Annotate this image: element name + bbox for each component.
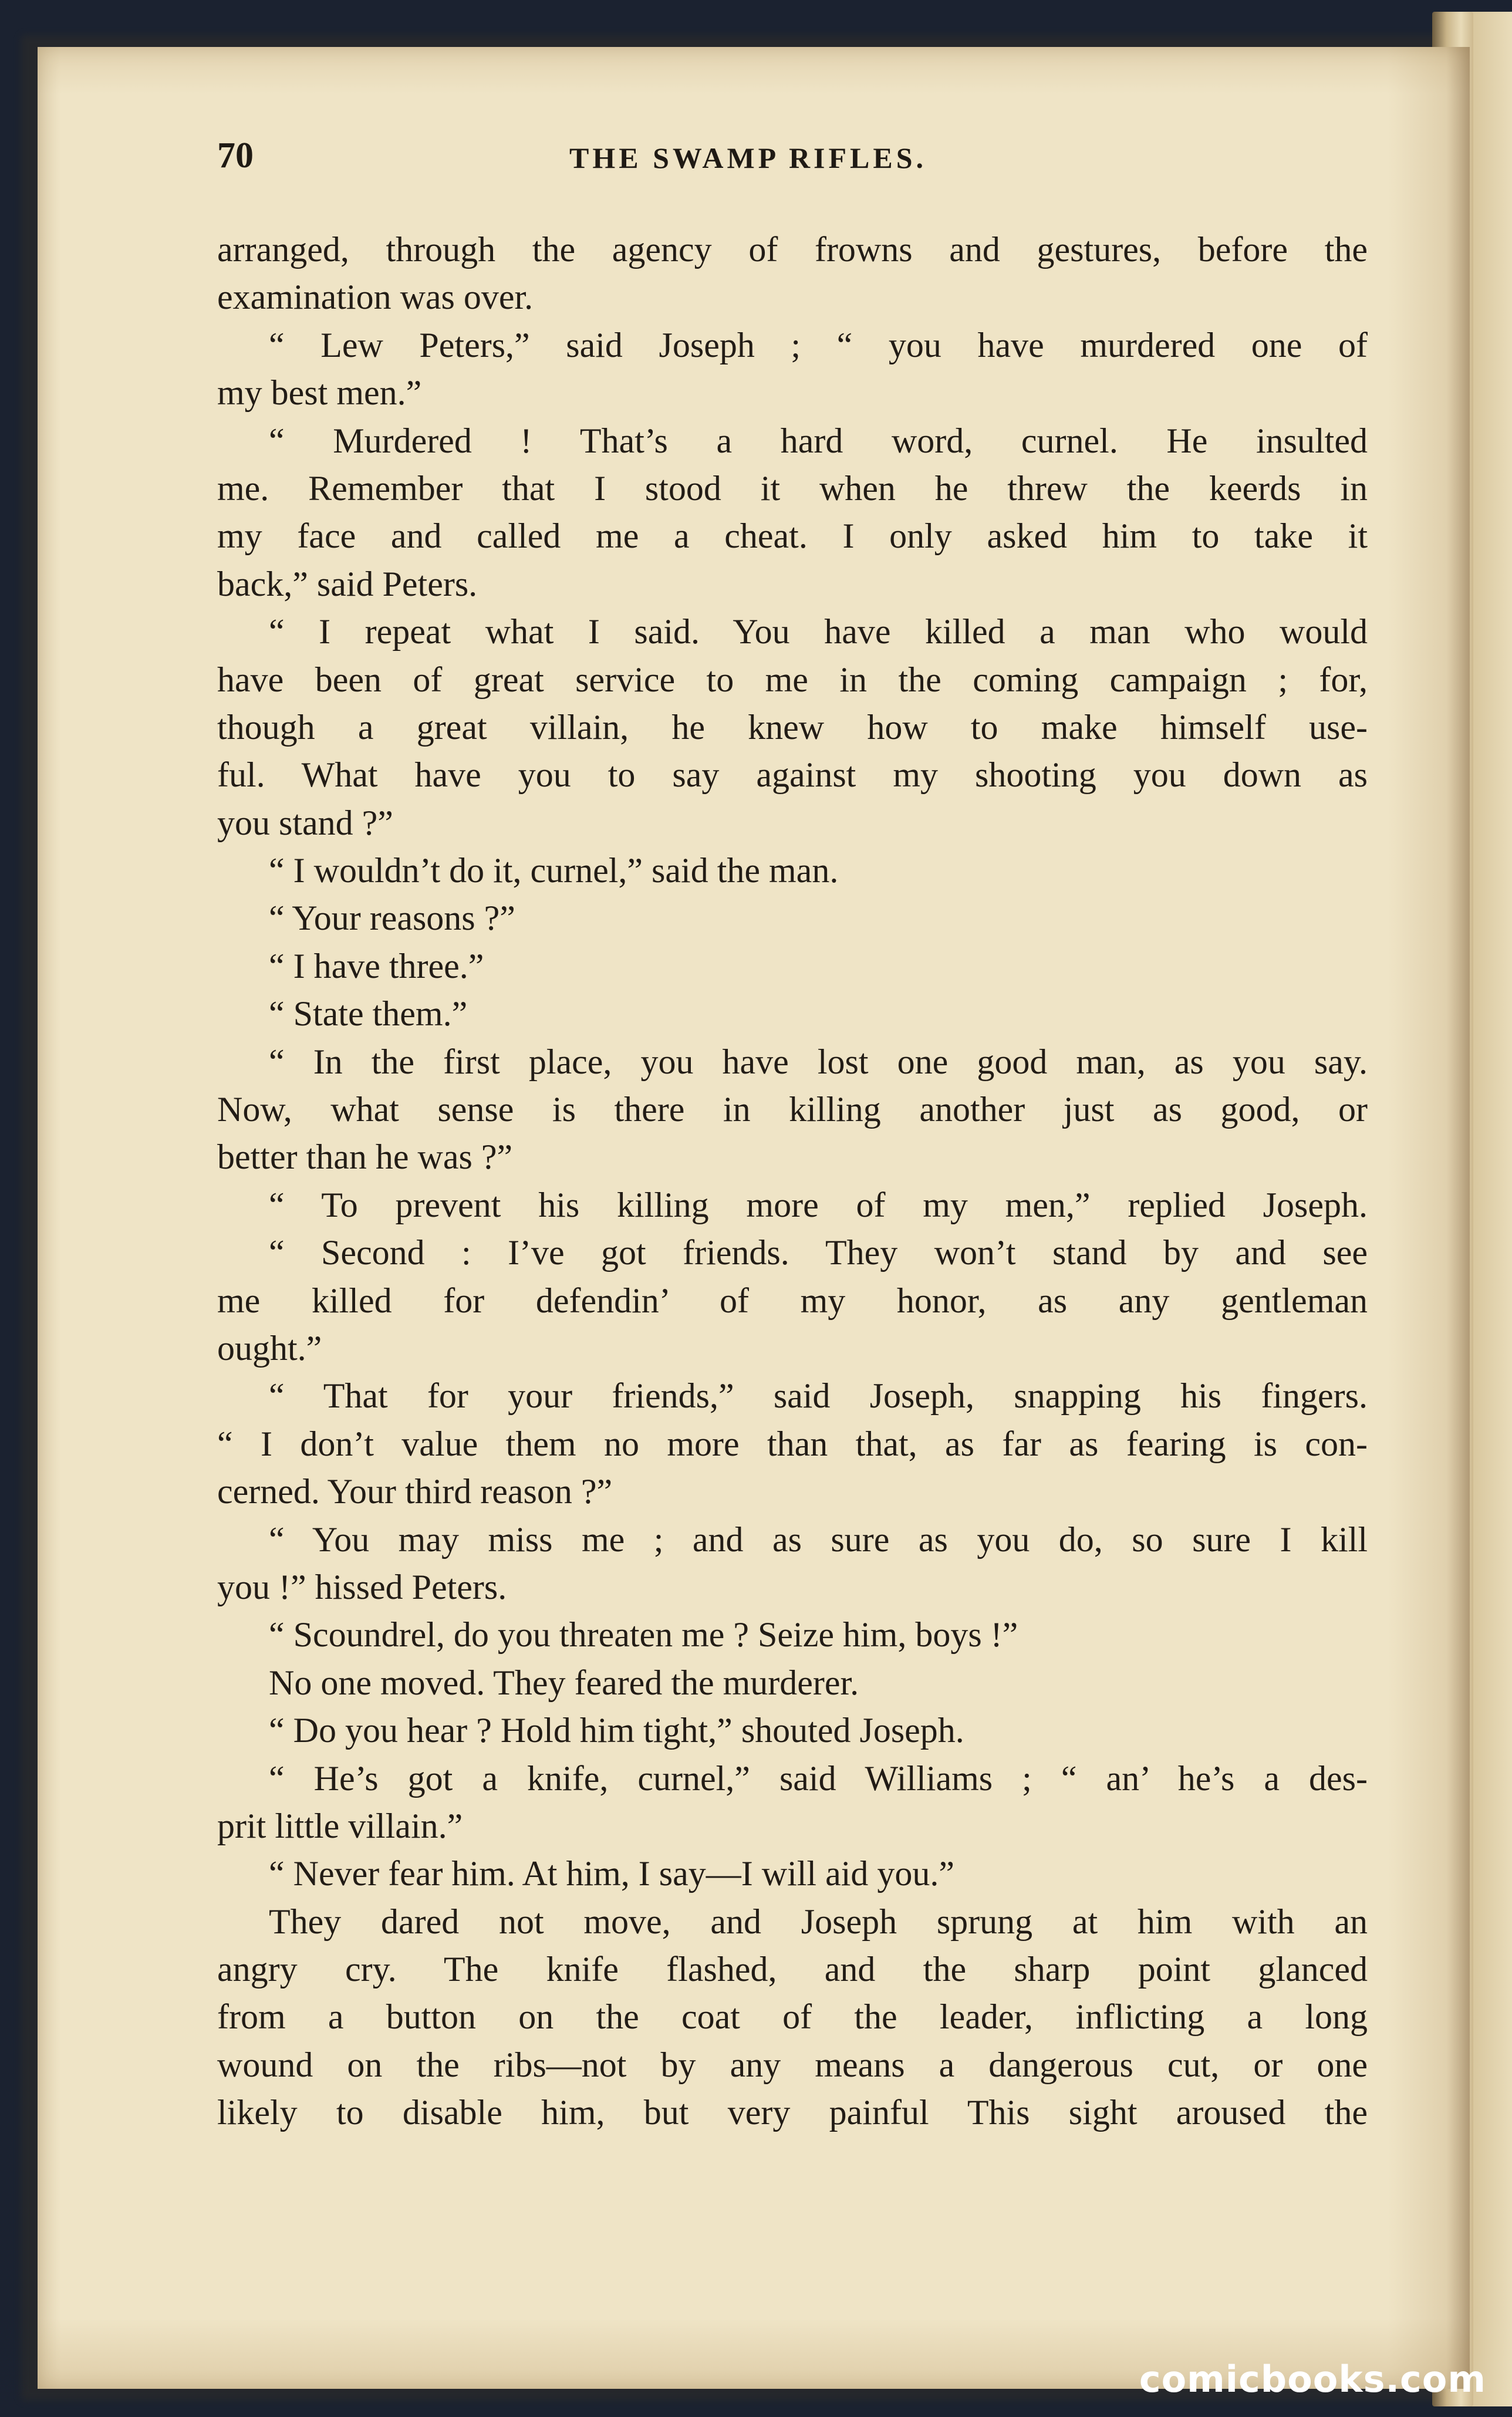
text-line: examination was over. bbox=[217, 278, 534, 317]
text-line: back,” said Peters. bbox=[217, 564, 478, 603]
text-line: “ I have three.” bbox=[269, 946, 484, 985]
text-line: ought.” bbox=[217, 1328, 322, 1368]
text-line: you !” hissed Peters. bbox=[217, 1567, 507, 1606]
text-line: wound on the ribs—not by any means a dangerous cut, or one bbox=[217, 2045, 1368, 2084]
text-line: “ Murdered ! That’s a hard word, curnel. He insulted bbox=[269, 421, 1368, 460]
text-line: “ Do you hear ? Hold him tight,” shouted Joseph. bbox=[269, 1711, 964, 1750]
text-line: me killed for defendin’ of my honor, as any gentleman bbox=[217, 1281, 1368, 1320]
text-line: Now, what sense is there in killing another just as good, or bbox=[217, 1090, 1368, 1129]
watermark: comicbooks.com bbox=[1139, 2358, 1486, 2401]
text-line: arranged, through the agency of frowns and gestures, before the bbox=[217, 230, 1368, 269]
text-line: “ Your reasons ?” bbox=[269, 899, 515, 938]
text-line: ful. What have you to say against my shooting you down as bbox=[217, 755, 1368, 795]
text-line: “ I repeat what I said. You have killed a man who would bbox=[269, 612, 1368, 651]
adjacent-page-edge bbox=[1467, 12, 1512, 2406]
text-line: No one moved. They feared the murderer. bbox=[269, 1663, 859, 1702]
text-line: have been of great service to me in the coming campaign ; for, bbox=[217, 660, 1368, 699]
text-line: “ That for your friends,” said Joseph, snapping his fingers. bbox=[269, 1376, 1368, 1416]
text-line: “ You may miss me ; and as sure as you do, so sure I kill bbox=[269, 1520, 1368, 1559]
text-line: my face and called me a cheat. I only asked him to take it bbox=[217, 517, 1368, 556]
text-line: my best men.” bbox=[217, 373, 422, 413]
text-line: prit little villain.” bbox=[217, 1806, 463, 1845]
text-line: “ To prevent his killing more of my men,” replied Joseph. bbox=[269, 1185, 1368, 1224]
text-line: cerned. Your third reason ?” bbox=[217, 1472, 613, 1511]
page-header bbox=[217, 135, 1391, 194]
text-line: likely to disable him, but very painful This sight aroused the bbox=[217, 2093, 1368, 2132]
text-line: better than he was ?” bbox=[217, 1137, 513, 1177]
text-line: “ Second : I’ve got friends. They won’t stand by and see bbox=[269, 1233, 1368, 1272]
text-line: “ Lew Peters,” said Joseph ; “ you have murdered one of bbox=[269, 325, 1368, 364]
text-line: angry cry. The knife flashed, and the sharp point glanced bbox=[217, 1950, 1368, 1989]
body-text bbox=[217, 226, 1368, 2137]
text-line: “ I don’t value them no more than that, as far as fearing is con- bbox=[217, 1424, 1368, 1463]
text-line: “ I wouldn’t do it, curnel,” said the man. bbox=[269, 851, 839, 890]
text-line: though a great villain, he knew how to make himself use- bbox=[217, 707, 1368, 747]
text-line: “ In the first place, you have lost one good man, as you say. bbox=[269, 1042, 1368, 1081]
text-line: “ He’s got a knife, curnel,” said Williams ; “ an’ he’s a des- bbox=[269, 1758, 1368, 1798]
text-line: from a button on the coat of the leader, inflicting a long bbox=[217, 1997, 1368, 2037]
running-head: THE SWAMP RIFLES. bbox=[569, 141, 927, 174]
text-line: me. Remember that I stood it when he threw the keerds in bbox=[217, 468, 1368, 508]
page-number: 70 bbox=[217, 136, 254, 175]
text-line: They dared not move, and Joseph sprung at him with an bbox=[269, 1902, 1368, 1941]
text-line: you stand ?” bbox=[217, 803, 393, 842]
text-line: “ State them.” bbox=[269, 994, 468, 1034]
text-line: “ Scoundrel, do you threaten me ? Seize him, boys !” bbox=[269, 1615, 1018, 1655]
text-line: “ Never fear him. At him, I say—I will aid you.” bbox=[269, 1854, 955, 1893]
